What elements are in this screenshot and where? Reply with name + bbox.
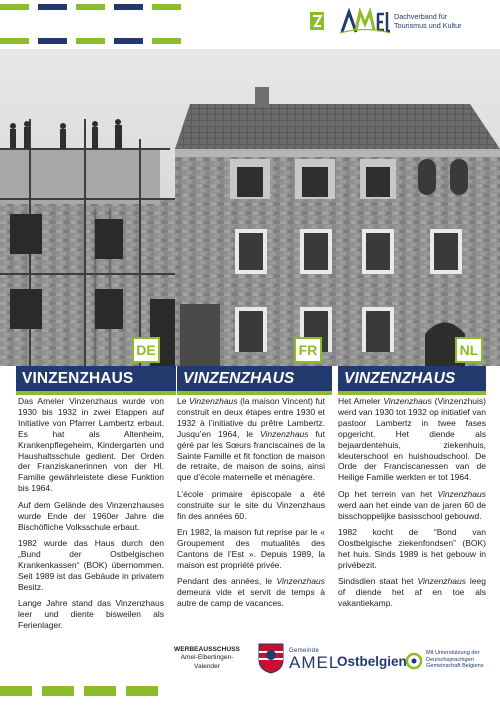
fr-text: fut géré par les Sœurs franciscaines de la Sainte Famille et fit fonction de maison de retraite, de maison de soins, ainsi que d’école maternelle et ménagère.: [177, 428, 326, 483]
nl-paragraph: 1982 kocht de “Bond van Oostbelgische ziekenfondsen” (BOK) het huis. Sinds 1989 is het gebouw in privébezit.: [338, 527, 486, 570]
lang-tag-de: DE: [132, 337, 160, 363]
nl-paragraph: [338, 576, 486, 609]
gemeinde-amel-logo: [289, 648, 339, 672]
nl-paragraph: [338, 489, 486, 522]
werbe-line: Valender: [194, 662, 220, 670]
column-fr: [177, 396, 325, 615]
org-text-line2: Tourismus und Kultur: [394, 20, 462, 30]
amel-logo-icon: [340, 8, 390, 34]
fr-paragraph: En 1982, la maison fut reprise par le « Groupement des mutualités des Cantons de l’Est ». Depuis 1989, la maison est propriété privée.: [177, 527, 325, 570]
gemeinde-small-label: Gemeinde: [289, 648, 320, 654]
fr-house-name: Vinzenzhaus: [260, 428, 309, 439]
fr-paragraph: [177, 576, 325, 609]
stripe: [42, 686, 74, 696]
amel-logo: [340, 8, 462, 34]
stripe: [76, 38, 105, 44]
header-stripes-bottom: [0, 38, 181, 44]
nl-text: werd aan het einde van de jaren 60 de bisschoppelijke basisschool gebouwd.: [338, 499, 486, 521]
stripe: [0, 4, 29, 10]
dg-logo-icon: [310, 12, 324, 30]
fr-text: Pendant des années, le: [177, 576, 277, 587]
fr-text: Le: [177, 396, 189, 406]
column-nl: [338, 396, 486, 615]
stripe: [38, 4, 67, 10]
stripe: [76, 4, 105, 10]
nl-house-name: Vinzenzhaus: [437, 488, 486, 499]
nl-text: Het Ameler: [338, 396, 384, 406]
fr-text: (la maison Vincent) fut construit en deux étapes entre 1930 et 1932 à l’initiative du prêtre Lambertz. Jusqu’en 1964, le: [177, 396, 325, 439]
nl-house-name: Vinzenzhaus: [383, 396, 432, 406]
stripe: [152, 38, 181, 44]
nl-paragraph: [338, 396, 486, 483]
historic-photo: [0, 49, 500, 366]
nl-text: Sindsdien staat het: [338, 576, 418, 587]
nl-text: (Vinzenzhuis) werd van 1930 tot 1932 op initiatief van pastoor Lambertz in twee fases opgericht. Het diende als bejaardentehuis, ziekenhuis, kleuterschool en huishoudschool. De Orde der Franciscanessen van de Heilige Familie werkten er tot 1964.: [338, 396, 486, 483]
stripe: [0, 38, 29, 44]
title-nl: VINZENZHAUS: [338, 366, 486, 392]
fr-house-name: Vinzenzhaus: [276, 576, 325, 587]
title-fr: VINZENZHAUS: [177, 366, 332, 392]
title-underline-nl: [338, 391, 486, 395]
footer-stripes: [0, 686, 158, 696]
nl-text: Op het terrein van het: [338, 488, 438, 499]
lang-tag-fr: FR: [294, 337, 322, 363]
org-text-line1: Dachverband für: [394, 12, 448, 21]
ostbelgien-mark-icon: [405, 652, 423, 670]
de-paragraph: Das Ameler Vinzenzhaus wurde von 1930 bis 1932 in zwei Etappen auf Initiative von Pfarrer Lambertz erbaut. Es hat als Altenheim, Krankenpflegeheim, Kindergarten und Haushaltsschule gedient. Der Orden der Franziskanerinnen von der Hl. Familie gewährleistete diese Funktion bis 1964.: [18, 396, 164, 494]
nl-text: leeg of diende het af en toe als vakantiekamp.: [338, 576, 486, 609]
lang-tag-nl: NL: [455, 337, 483, 363]
fr-paragraph: [177, 396, 325, 483]
stripe: [126, 686, 158, 696]
fr-house-name: Vinzenzhaus: [189, 396, 238, 406]
amel-org-text: [394, 13, 462, 30]
stripe: [114, 38, 143, 44]
fr-text: demeura vide et servit de temps à autre de camp de vacances.: [177, 587, 325, 609]
werbe-line: Amel-Elbertingen-: [180, 654, 234, 662]
ostbelgien-logo-text: Ostbelgien: [337, 654, 407, 669]
title-underline-de: [16, 391, 176, 395]
werbeausschuss-logo: [165, 646, 249, 671]
fr-paragraph: L’école primaire épiscopale a été construite sur le site du Vinzenzhaus fin des années 60.: [177, 488, 325, 521]
nl-house-name: Vinzenzhaus: [417, 576, 466, 587]
stripe: [0, 686, 32, 696]
header-stripes-top: [0, 4, 181, 10]
stripe: [38, 38, 67, 44]
title-de: VINZENZHAUS: [16, 366, 176, 392]
building-photo-image: [0, 49, 500, 366]
stripe: [114, 4, 143, 10]
werbe-title: WERBEAUSSCHUSS: [174, 646, 240, 653]
gemeinde-big-label: AMEL: [289, 653, 340, 672]
column-de: [18, 396, 164, 637]
stripe: [84, 686, 116, 696]
title-underline-fr: [177, 391, 332, 395]
amel-crest-icon: [257, 642, 285, 674]
de-paragraph: Auf dem Gelände des Vinzenzhauses wurde Ende der 1960er Jahre die Bischöfliche Volksschule erbaut.: [18, 499, 164, 532]
de-paragraph: Lange Jahre stand das Vinzenzhaus leer und diente bisweilen als Ferienlager.: [18, 598, 164, 630]
stripe: [152, 4, 181, 10]
ostbelgien-subtext: Mit Unterstützung der Deutschsprachigen Gemeinschaft Belgiens: [426, 650, 484, 670]
de-paragraph: 1982 wurde das Haus durch den „Bund der Ostbelgischen Krankenkassen“ (BOK) übernommen. Seit 1989 ist das Gebäude in privatem Besitz.: [18, 538, 164, 592]
